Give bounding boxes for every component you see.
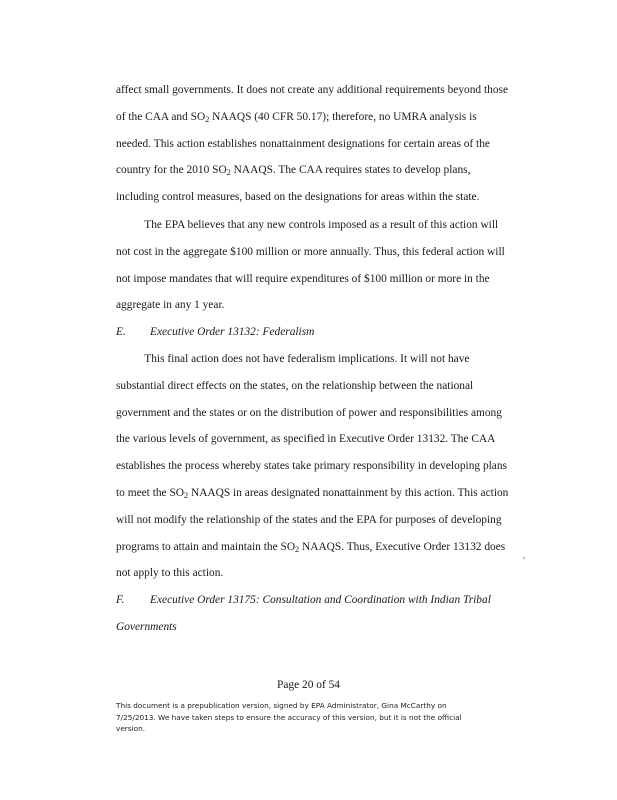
footer-line: This document is a prepublication version, signed by EPA Administrator, Gina McCarthy on bbox=[116, 701, 447, 710]
section-heading-f bbox=[116, 587, 536, 641]
page-number: Page 20 of 54 bbox=[277, 679, 340, 691]
text-line: of the CAA and $SO_2$ NAAQS (40 CFR 50.17); therefore, no UMRA analysis is bbox=[116, 110, 477, 124]
paragraph-cost bbox=[116, 212, 520, 319]
text-line: government and the states or on the distribution of power and responsibilities among bbox=[116, 406, 502, 419]
paragraph-umra bbox=[116, 77, 520, 211]
text-line: establishes the process whereby states take primary responsibility in developing plans bbox=[116, 460, 507, 473]
section-title-continued: Governments bbox=[116, 620, 177, 633]
section-letter: F. bbox=[116, 594, 125, 606]
footer-line: 7/25/2013. We have taken steps to ensure the accuracy of this version, but it is not the official bbox=[116, 712, 462, 722]
text-line: not impose mandates that will require expenditures of $100 million or more in the bbox=[116, 272, 490, 285]
footer-line: version. bbox=[116, 724, 146, 734]
text-line: needed. This action establishes nonattainment designations for certain areas of the bbox=[116, 137, 490, 150]
section-heading-e bbox=[116, 319, 536, 346]
paragraph-federalism bbox=[116, 346, 520, 587]
section-title: Executive Order 13175: Consultation and Coordination with Indian Tribal bbox=[150, 594, 491, 606]
text-line: including control measures, based on the designations for areas within the state. bbox=[116, 191, 480, 204]
text-line: to meet the $SO_2$ NAAQS in areas designated nonattainment by this action. This action bbox=[116, 486, 509, 501]
prepublication-notice bbox=[116, 700, 516, 735]
text-line: The EPA believes that any new controls imposed as a result of this action will bbox=[116, 219, 499, 231]
text-line: not cost in the aggregate $100 million or more annually. Thus, this federal action will bbox=[116, 245, 505, 258]
margin-mark: , bbox=[523, 550, 526, 560]
text-line: substantial direct effects on the states, on the relationship between the national bbox=[116, 379, 474, 392]
text-line: country for the 2010 $SO_2$ NAAQS. The CAA requires states to develop plans, bbox=[116, 164, 471, 178]
text-line: programs to attain and maintain the $SO_2$ NAAQS. Thus, Executive Order 13132 does bbox=[116, 540, 506, 554]
text-line: This final action does not have federalism implications. It will not have bbox=[116, 353, 470, 365]
text-line: will not modify the relationship of the states and the EPA for purposes of developing bbox=[116, 513, 502, 526]
section-letter: E. bbox=[116, 326, 126, 338]
text-line: the various levels of government, as specified in Executive Order 13132. The CAA bbox=[116, 433, 496, 446]
section-title: Executive Order 13132: Federalism bbox=[150, 326, 315, 338]
text-line: affect small governments. It does not create any additional requirements beyond those bbox=[116, 84, 509, 96]
text-line: aggregate in any 1 year. bbox=[116, 299, 225, 312]
text-line: not apply to this action. bbox=[116, 567, 224, 580]
